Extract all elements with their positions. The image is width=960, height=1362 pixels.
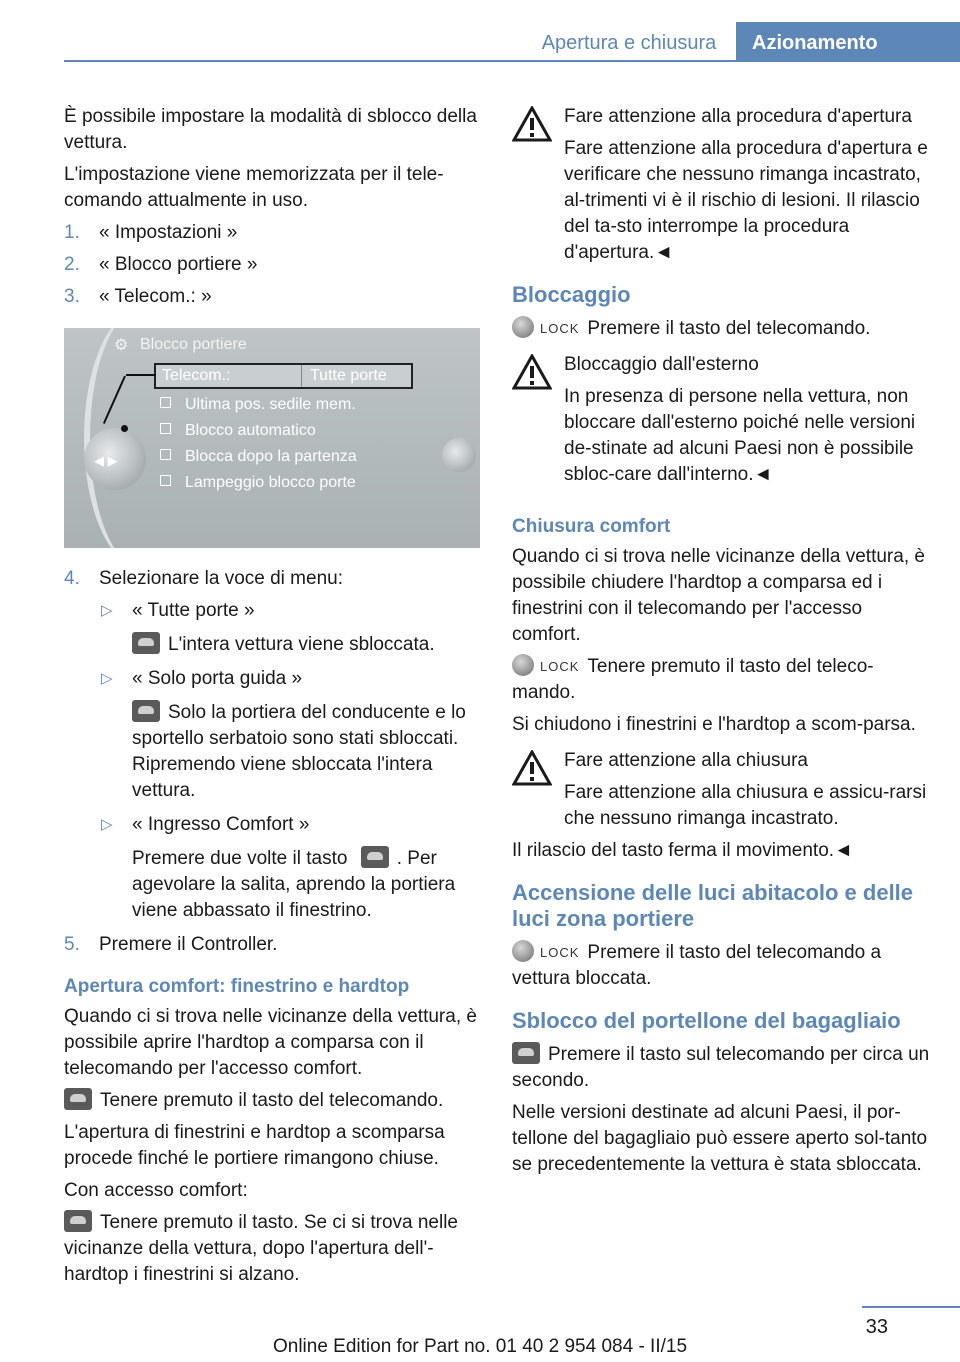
screen-option [160,392,356,418]
screen-option [160,444,357,470]
warning-block [512,748,932,832]
comfort-open-heading: Apertura comfort: finestrino e hardtop [64,976,410,997]
warning-title: Fare attenzione alla procedura d'apertura [564,106,912,127]
step-text: Premere il Controller. [99,934,278,955]
instruction-text: Premere il tasto sul telecomando per circa un secondo. [512,1044,930,1091]
unlock-button-icon [361,846,389,868]
warning-block [512,352,932,488]
comfort-close-heading: Chiusura comfort [512,516,671,537]
unlock-button-icon [64,1088,92,1110]
header-rule [64,60,960,62]
step-item [64,932,482,958]
option-label: Lampeggio blocco porte [185,474,356,491]
option-label: Blocco automatico [185,422,316,439]
menu-option-item [99,812,482,924]
checkbox-icon [160,475,171,486]
menu-option-desc [132,846,482,924]
screen-title: Blocco portiere [140,336,247,353]
steps-list [64,220,482,310]
warning-icon [512,106,552,142]
screen-option [160,418,316,444]
menu-option-desc-text: . Per agevolare la salita, aprendo la portiera viene abbassato il finestrino. [132,848,456,921]
screen-option [160,470,356,496]
menu-option-title: « Ingresso Comfort » [132,814,310,835]
warning-icon [512,750,552,786]
lock-button-label: LOCK [540,659,580,674]
option-button-icon [442,438,476,472]
menu-option-item [99,598,482,658]
steps-list-continued [64,566,482,958]
step-item [64,220,482,246]
comfort-open-note: L'apertura di finestrini e hardtop a scomparsa procede finché le portiere rimangono chiuse. [64,1122,445,1169]
unlock-button-icon [132,700,160,722]
checkbox-icon [160,423,171,434]
lights-heading: Accensione delle luci abitacolo e delle luci zona portiere [512,880,914,931]
step-number: 3. [64,286,80,307]
instruction-text: Premere il tasto del telecomando. [587,318,871,339]
header-section-title: Apertura e chiusura [541,32,717,54]
step-number: 4. [64,568,80,589]
menu-option-desc [132,700,482,804]
step-item [64,284,482,310]
unlock-button-icon [132,632,160,654]
page-number-rule [862,1306,960,1308]
intro-paragraph: È possibile impostare la modalità di sblocco della vettura. [64,106,477,153]
comfort-close-note: Si chiudono i finestrini e l'hardtop a scom-parsa. [512,714,916,735]
remote-key-icon [512,940,534,962]
lock-button-label: LOCK [540,945,580,960]
locking-heading: Bloccaggio [512,282,631,307]
warning-text: Fare attenzione alla procedura d'apertura e verificare che nessuno rimanga incastrato, al-trimenti vi è il rischio di lesioni. Il rilascio del ta-sto interrompe la procedura d'apertura.◄ [564,138,928,263]
idrive-screenshot [64,328,480,548]
menu-option-title: « Tutte porte » [132,600,255,621]
bullet-triangle-icon: ▷ [101,670,113,687]
controller-arrows-icon: ◀ ▶ [94,453,118,468]
menu-option-desc-text: Solo la portiera del conducente e lo sportello serbatoio sono stati sbloccati. Ripremendo viene sbloccata l'intera vettura. [132,702,466,801]
right-column [512,104,932,1184]
remote-selector-row [154,363,413,389]
menu-option-desc-text: Premere due volte il tasto [132,848,348,869]
menu-option-item [99,666,482,804]
menu-option-desc-text: L'intera vettura viene sbloccata. [168,634,435,655]
remote-selector-value: Tutte porte [301,365,387,387]
step-number: 1. [64,222,80,243]
remote-selector-label: Telecom.: [162,367,231,384]
bullet-triangle-icon: ▷ [101,816,113,833]
comfort-close-instruction [512,654,932,706]
step-text: « Impostazioni » [99,222,238,243]
settings-icon: ⚙ [114,337,129,354]
warning-text: Fare attenzione alla chiusura e assicu-rarsi che nessuno rimanga incastrato. [564,782,927,829]
comfort-access-instruction [64,1210,482,1288]
menu-option-title: « Solo porta guida » [132,668,303,689]
step-item [64,566,482,924]
instruction-text: Tenere premuto il tasto del teleco-mando. [512,656,874,703]
option-label: Blocca dopo la partenza [185,448,357,465]
step-item [64,252,482,278]
lock-button-label: LOCK [540,321,580,336]
warning-title: Fare attenzione alla chiusura [564,750,808,771]
warning-icon [512,354,552,390]
trunk-instruction [512,1042,932,1094]
instruction-text: Tenere premuto il tasto del telecomando. [100,1090,444,1111]
callout-line [126,374,156,376]
comfort-access-label: Con accesso comfort: [64,1180,248,1201]
remote-key-icon [512,654,534,676]
lights-instruction [512,940,932,992]
instruction-text: Premere il tasto del telecomando a vettura bloccata. [512,942,882,989]
warning-block [512,104,932,266]
checkbox-icon [160,449,171,460]
option-label: Ultima pos. sedile mem. [185,396,356,413]
trunk-button-icon [512,1042,540,1064]
trunk-note: Nelle versioni destinate ad alcuni Paesi, il por-tellone del bagagliaio può essere aperto sol-tanto se precedentemente la vettura è stata sbloccata. [512,1102,928,1175]
menu-options-list [99,598,482,924]
callout-dot [121,425,128,432]
warning-text: In presenza di persone nella vettura, non bloccare dall'esterno poiché nelle versioni de-stinate ad alcuni Paesi non è possibile sbloc-care dall'interno.◄ [564,386,916,485]
trunk-heading: Sblocco del portellone del bagagliaio [512,1008,901,1033]
header-chapter-tab: Azionamento [736,22,960,60]
locking-instruction [512,316,932,342]
bullet-triangle-icon: ▷ [101,602,113,619]
remote-key-icon [512,316,534,338]
left-column [64,104,482,1294]
warning-title: Bloccaggio dall'esterno [564,354,759,375]
checkbox-icon [160,397,171,408]
step-text: « Blocco portiere » [99,254,258,275]
step-text: Selezionare la voce di menu: [99,568,343,589]
warning-end-text: Il rilascio del tasto ferma il movimento.◄ [512,840,853,861]
step-text: « Telecom.: » [99,286,212,307]
comfort-open-instruction [64,1088,482,1114]
menu-option-desc [132,632,482,658]
unlock-button-icon [64,1210,92,1232]
comfort-open-paragraph: Quando ci si trova nelle vicinanze della vettura, è possibile aprire l'hardtop a comparsa con il telecomando per l'accesso comfort. [64,1006,477,1079]
comfort-close-paragraph: Quando ci si trova nelle vicinanze della vettura, è possibile chiudere l'hardtop a comparsa ed i finestrini con il telecomando per l'accesso comfort. [512,546,925,645]
edition-footer: Online Edition for Part no. 01 40 2 954 084 - II/15 [272,1336,688,1357]
step-number: 5. [64,934,80,955]
page-number: 33 [865,1316,888,1338]
step-number: 2. [64,254,80,275]
memory-paragraph: L'impostazione viene memorizzata per il tele-comando attualmente in uso. [64,164,444,211]
instruction-text: Tenere premuto il tasto. Se ci si trova nelle vicinanze della vettura, dopo l'apertura dell'-hardtop i finestrini si alzano. [64,1212,459,1285]
